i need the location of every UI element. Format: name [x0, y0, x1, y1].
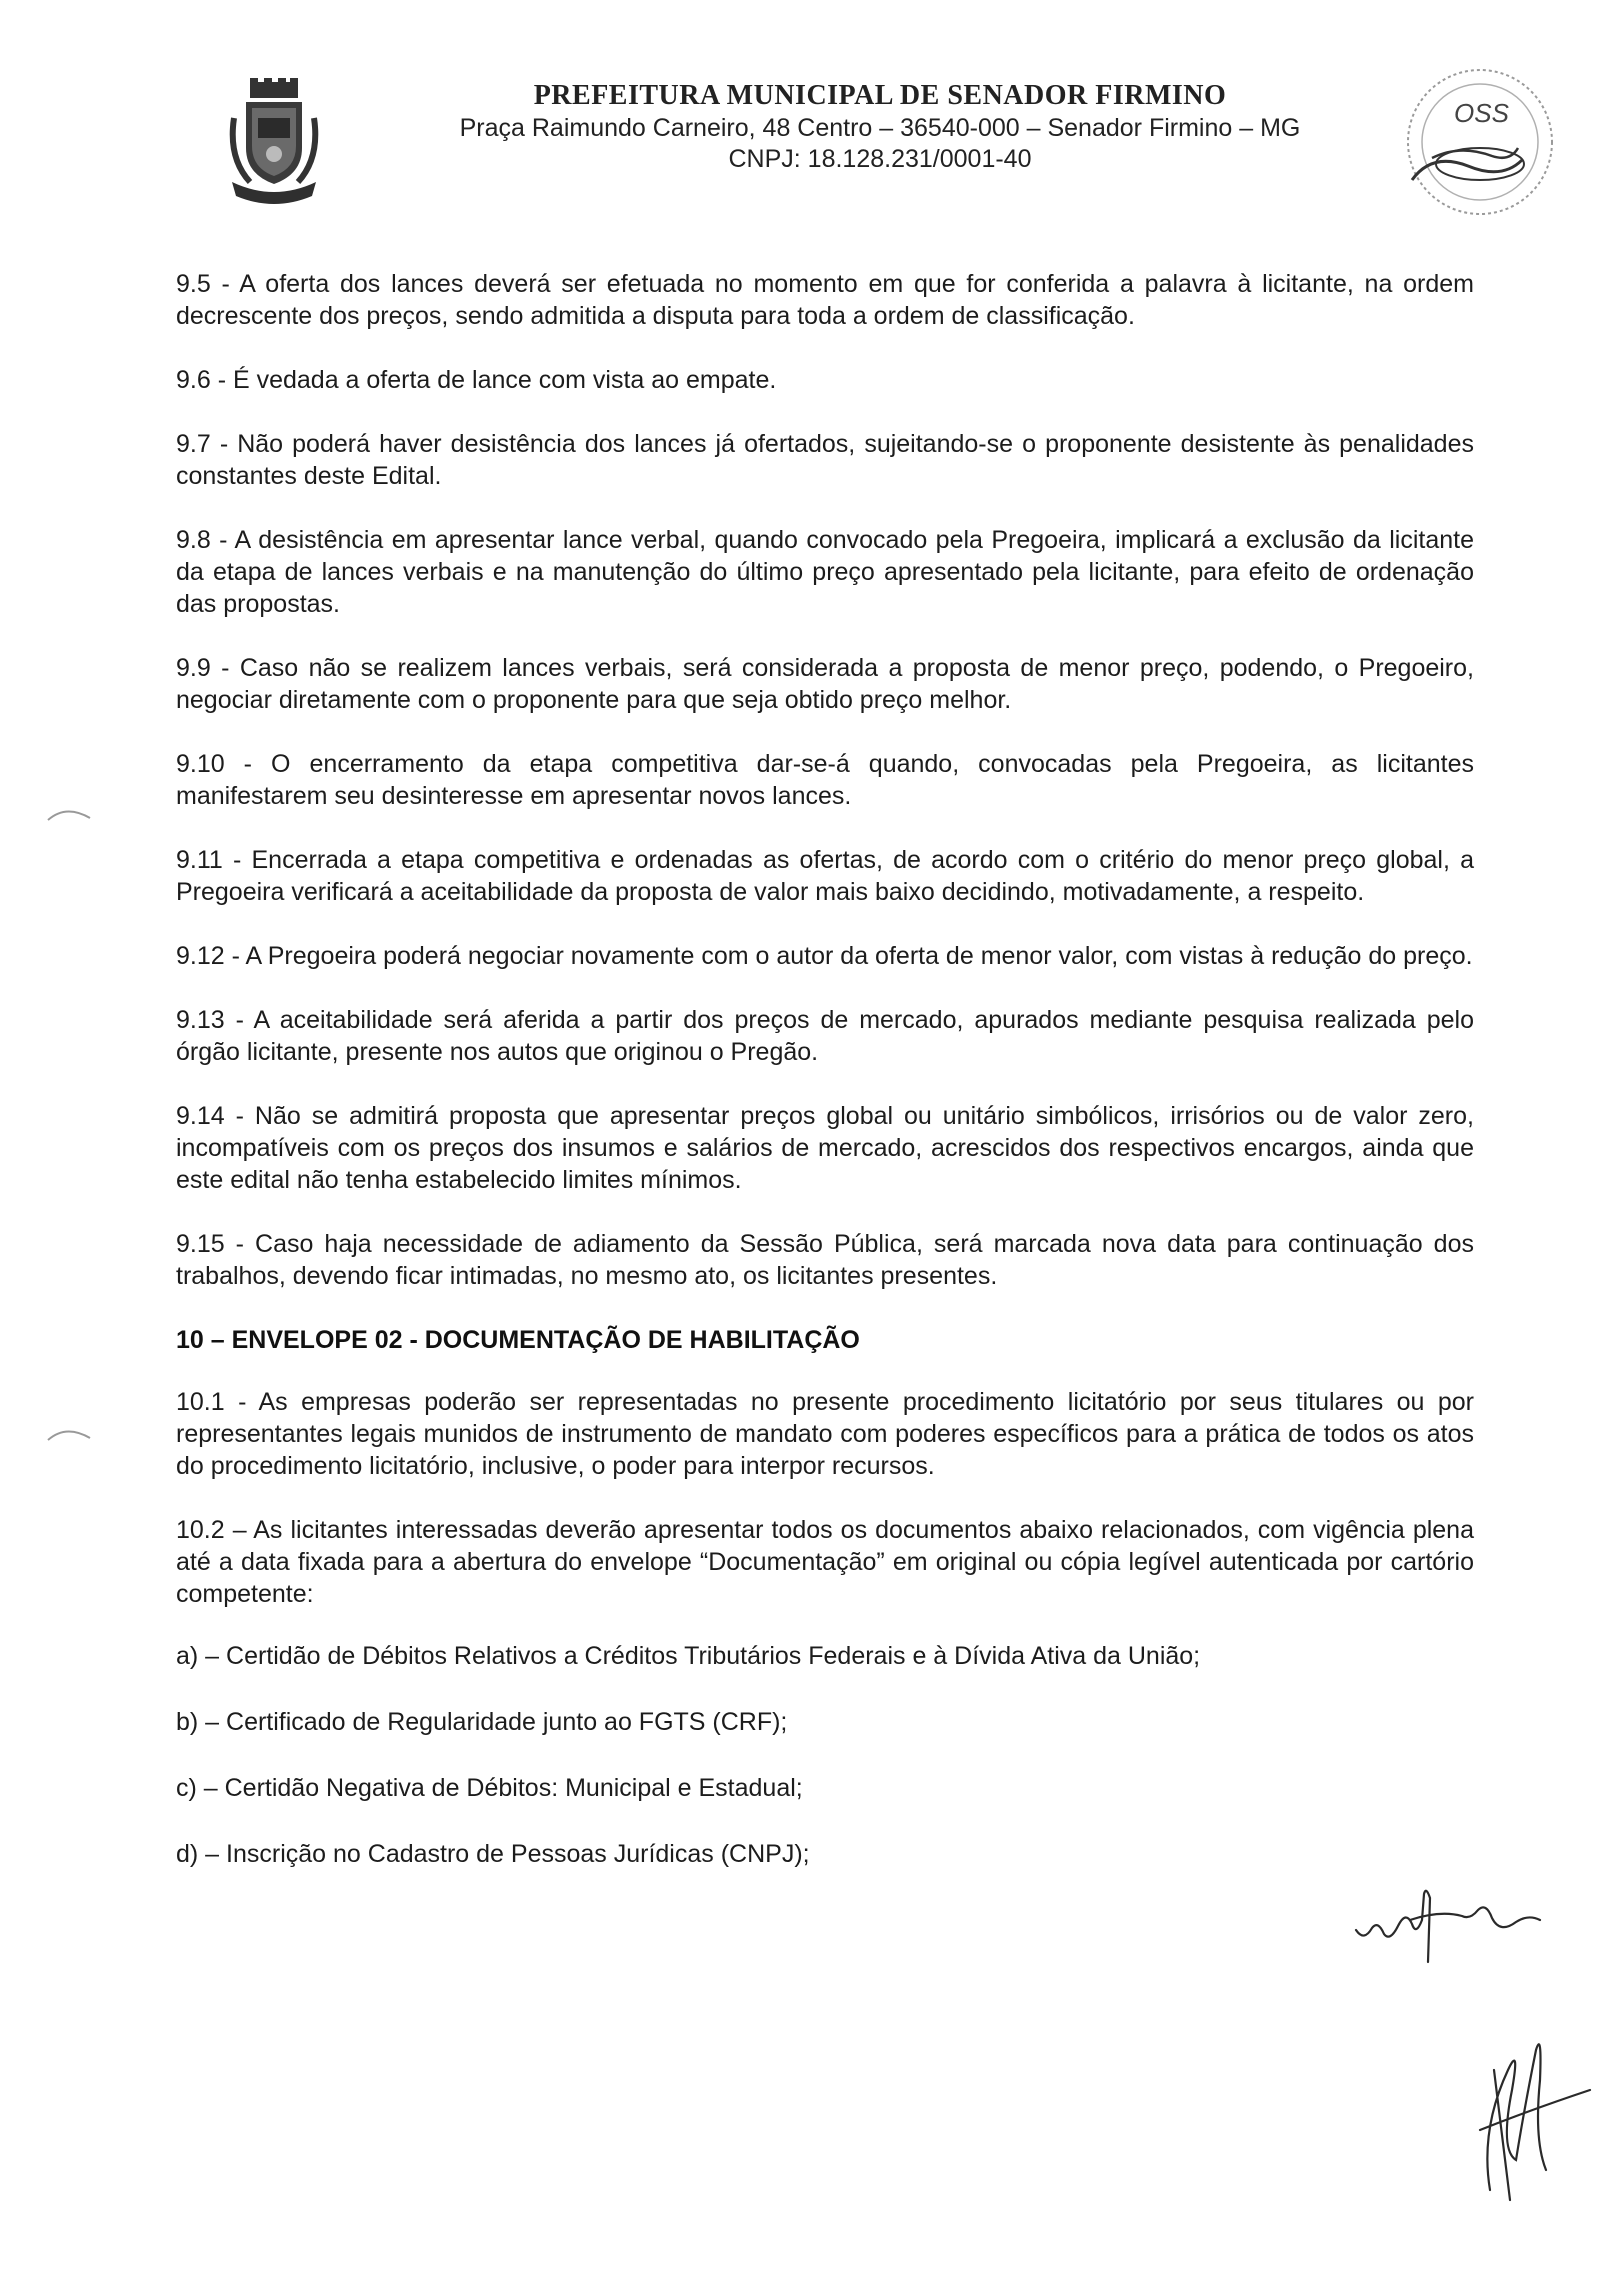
letterhead: [0, 60, 1600, 210]
document-body: [176, 268, 1474, 1904]
clause-9-14: 9.14 - Não se admitirá proposta que apresentar preços global ou unitário simbólicos, irrisórios ou de valor zero, incompatíveis com os preços dos insumos e salários de mercado, acrescidos dos respectivos encargos, ainda que este edital não tenha estabelecido limites mínimos.: [176, 1102, 1474, 1194]
clause-9-5: 9.5 - A oferta dos lances deverá ser efetuada no momento em que for conferida a palavra à licitante, na ordem decrescente dos preços, sendo admitida a disputa para toda a ordem de classificação.: [176, 270, 1474, 330]
letterhead-text: [380, 80, 1380, 174]
document-item-a: a) – Certidão de Débitos Relativos a Créditos Tributários Federais e à Dívida Ativa da União;: [176, 1642, 1201, 1670]
coat-of-arms-icon: [228, 78, 320, 206]
clause-9-9: 9.9 - Caso não se realizem lances verbais, será considerada a proposta de menor preço, podendo, o Pregoeiro, negociar diretamente com o proponente para que seja obtido preço melhor.: [176, 654, 1474, 714]
document-item-c: c) – Certidão Negativa de Débitos: Municipal e Estadual;: [176, 1774, 803, 1802]
municipality-name: PREFEITURA MUNICIPAL DE SENADOR FIRMINO: [533, 80, 1227, 111]
clause-10-2: 10.2 – As licitantes interessadas deverão apresentar todos os documentos abaixo relacionados, com vigência plena até a data fixada para a abertura do envelope “Documentação” em original ou cópia legível autenticada por cartório competente:: [176, 1516, 1474, 1608]
clause-9-13: 9.13 - A aceitabilidade será aferida a partir dos preços de mercado, apurados mediante pesquisa realizada pelo órgão licitante, presente nos autos que originou o Pregão.: [176, 1006, 1474, 1066]
clause-9-15: 9.15 - Caso haja necessidade de adiamento da Sessão Pública, será marcada nova data para continuação dos trabalhos, devendo ficar intimadas, no mesmo ato, os licitantes presentes.: [176, 1230, 1474, 1290]
margin-punch-mark-icon: [44, 800, 94, 826]
clause-9-7: 9.7 - Não poderá haver desistência dos lances já ofertados, sujeitando-se o proponente desistente às penalidades constantes deste Edital.: [176, 430, 1474, 490]
clause-9-8: 9.8 - A desistência em apresentar lance verbal, quando convocado pela Pregoeira, implicará a exclusão da licitante da etapa de lances verbais e na manutenção do último preço apresentado pela licitante, para efeito de ordenação das propostas.: [176, 526, 1474, 618]
clause-10-1: 10.1 - As empresas poderão ser representadas no presente procedimento licitatório por seus titulares ou por representantes legais munidos de instrumento de mandato com poderes específicos para a prática de todos os atos do procedimento licitatório, inclusive, o poder para interpor recursos.: [176, 1388, 1474, 1480]
clause-9-11: 9.11 - Encerrada a etapa competitiva e ordenadas as ofertas, de acordo com o critério do menor preço global, a Pregoeira verificará a aceitabilidade da proposta de valor mais baixo decidindo, motivadamente, a respeito.: [176, 846, 1474, 906]
handwritten-initials-signature: [1450, 2010, 1600, 2210]
commission-stamp-icon: [1372, 60, 1572, 230]
clause-9-10: 9.10 - O encerramento da etapa competitiva dar-se-á quando, convocadas pela Pregoeira, as licitantes manifestarem seu desinteresse em apresentar novos lances.: [176, 750, 1474, 810]
margin-punch-mark-icon: [44, 1420, 94, 1446]
document-item-d: d) – Inscrição no Cadastro de Pessoas Jurídicas (CNPJ);: [176, 1840, 810, 1868]
handwritten-rubric-signature: [1350, 1880, 1550, 1970]
document-item-b: b) – Certificado de Regularidade junto ao FGTS (CRF);: [176, 1708, 788, 1736]
section-10-heading: 10 – ENVELOPE 02 - DOCUMENTAÇÃO DE HABILITAÇÃO: [176, 1326, 860, 1354]
municipality-cnpj: CNPJ: 18.128.231/0001-40: [728, 145, 1032, 173]
clause-9-12: 9.12 - A Pregoeira poderá negociar novamente com o autor da oferta de menor valor, com vistas à redução do preço.: [176, 942, 1473, 970]
svg-text:OSS: OSS: [1454, 98, 1509, 128]
municipality-address: Praça Raimundo Carneiro, 48 Centro – 36540-000 – Senador Firmino – MG: [459, 114, 1301, 142]
clause-9-6: 9.6 - É vedada a oferta de lance com vista ao empate.: [176, 366, 777, 394]
